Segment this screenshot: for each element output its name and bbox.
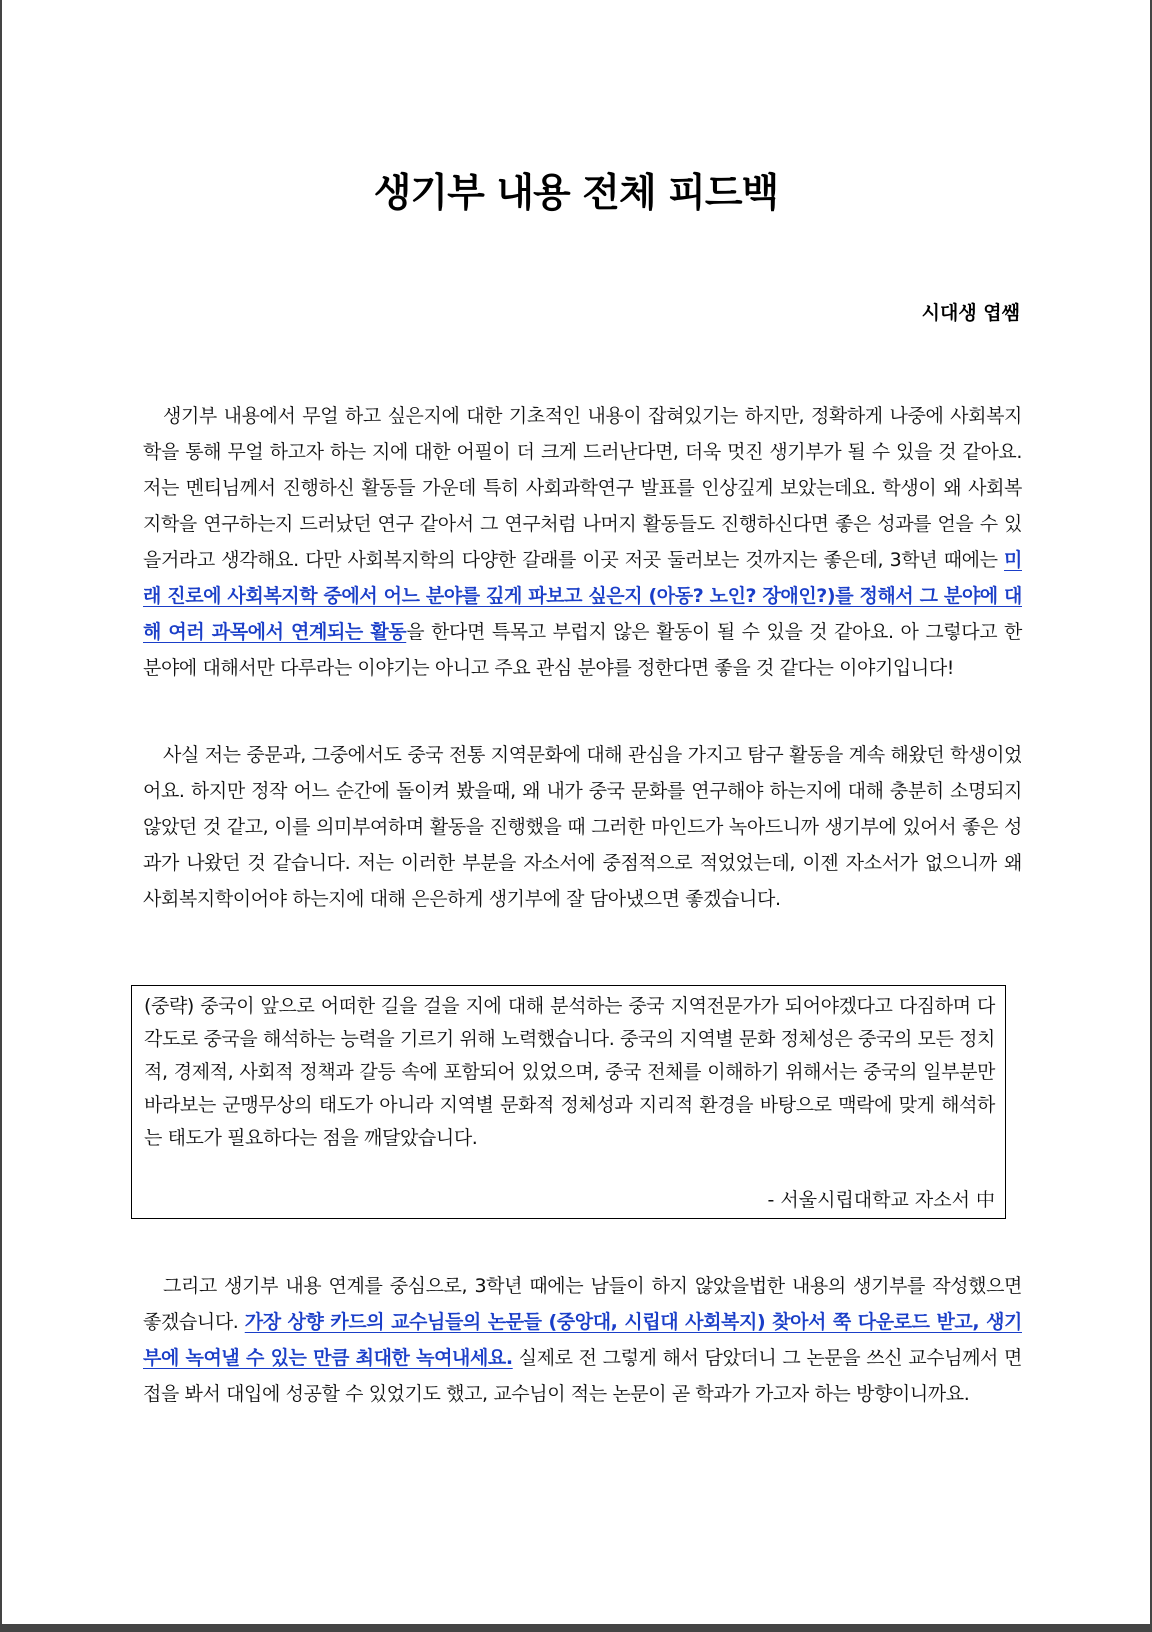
quote-box <box>131 985 1006 1219</box>
feedback-paragraph-3 <box>143 1268 1022 1412</box>
paragraph-1-highlight: 미래 진로에 사회복지학 중에서 어느 분야를 깊게 파보고 싶은지 (아동? 노인? 장애인?)를 정해서 그 분야에 대해 여러 과목에서 연계되는 활동 <box>143 549 1022 643</box>
paragraph-3-text-after: 실제로 전 그렇게 해서 담았더니 그 논문을 쓰신 교수님께서 면접을 봐서 대입에 성공할 수 있었기도 했고, 교수님이 적는 논문이 곧 학과가 가고자 하는 방향이니까요. <box>143 1347 1023 1405</box>
page-title: 생기부 내용 전체 피드백 <box>373 171 779 216</box>
paragraph-1-text: 생기부 내용에서 무얼 하고 싶은지에 대한 기초적인 내용이 잡혀있기는 하지만, 정확하게 나중에 사회복지학을 통해 무얼 하고자 하는 지에 대한 어필이 더 크게 드러난다면, 더욱 멋진 생기부가 될 수 있을 것 같아요. 저는 멘티님께서 진행하신 활동들 가운데 특히 사회과학연구 발표를 인상깊게 보았는데요. 학생이 왜 사회복지학을 연구하는지 드러났던 연구 같아서 그 연구처럼 나머지 활동들도 진행하신다면 좋은 성과를 얻을 수 있을거라고 생각해요. 다만 사회복지학의 다양한 갈래를 이곳 저곳 둘러보는 것까지는 좋은데, 3학년 때에는 <box>143 405 1022 571</box>
paragraph-1-text-after: 을 한다면 특목고 부럽지 않은 활동이 될 수 있을 것 같아요. 아 그렇다고 한 분야에 대해서만 다루라는 이야기는 아니고 주요 관심 분야를 정한다면 좋을 것 같다는 이야기입니다! <box>143 621 1022 679</box>
document-page <box>2 0 1150 1624</box>
feedback-paragraph-1 <box>143 398 1022 686</box>
quote-source: - 서울시립대학교 자소서 中 <box>767 1189 995 1211</box>
paragraph-3-text: 그리고 생기부 내용 연계를 중심으로, 3학년 때에는 남들이 하지 않았을법한 내용의 생기부를 작성했으면 좋겠습니다. <box>143 1275 1022 1333</box>
quote-text: (중략) 중국이 앞으로 어떠한 길을 걸을 지에 대해 분석하는 중국 지역전문가가 되어야겠다고 다짐하며 다각도로 중국을 해석하는 능력을 기르기 위해 노력했습니다. 중국의 지역별 문화 정체성은 중국의 모든 정치적, 경제적, 사회적 정책과 갈등 속에 포함되어 있었으며, 중국 전체를 이해하기 위해서는 중국의 일부분만 바라보는 군맹무상의 태도가 아니라 지역별 문화적 정체성과 지리적 환경을 바탕으로 맥락에 맞게 해석하는 태도가 필요하다는 점을 깨달았습니다. <box>144 995 995 1149</box>
feedback-paragraph-2 <box>143 737 1022 917</box>
paragraph-3-highlight: 가장 상향 카드의 교수님들의 논문들 (중앙대, 시립대 사회복지) 찾아서 쭉 다운로드 받고, 생기부에 녹여낼 수 있는 만큼 최대한 녹여내세요. <box>143 1311 1022 1369</box>
paragraph-2-text: 사실 저는 중문과, 그중에서도 중국 전통 지역문화에 대해 관심을 가지고 탐구 활동을 계속 해왔던 학생이었어요. 하지만 정작 어느 순간에 돌이켜 봤을때, 왜 내가 중국 문화를 연구해야 하는지에 대해 충분히 소명되지 않았던 것 같고, 이를 의미부여하며 활동을 진행했을 때 그러한 마인드가 녹아드니까 생기부에 있어서 좋은 성과가 나왔던 것 같습니다. 저는 이러한 부분을 자소서에 중점적으로 적었었는데, 이젠 자소서가 없으니까 왜 사회복지학이어야 하는지에 대해 은은하게 생기부에 잘 담아냈으면 좋겠습니다. <box>143 744 1022 910</box>
author-name: 시대생 엽쌤 <box>921 302 1020 324</box>
